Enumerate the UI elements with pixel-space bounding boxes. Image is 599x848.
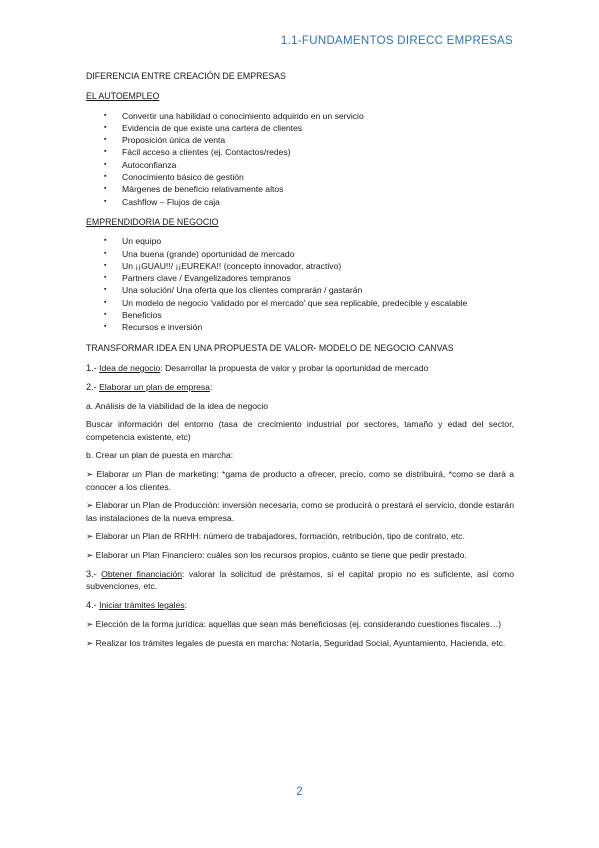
list-item: ▪ Partners clave / Evangelizadores tempranos: [122, 272, 514, 284]
emprendiduria-heading: EMPRENDIDORIA DE NEGOCIO: [86, 216, 219, 227]
step-label: Idea de negocio: [99, 362, 161, 373]
list-item: ▪ Beneficios: [122, 309, 514, 321]
step-text: : Desarrollar la propuesta de valor y probar la oportunidad de mercado: [160, 362, 429, 373]
step-number: 2.-: [86, 381, 97, 392]
list-item: ▪ Márgenes de beneficio relativamente altos: [122, 183, 514, 195]
emprendiduria-list: [86, 235, 514, 333]
autoempleo-heading: EL AUTOEMPLEO: [86, 91, 160, 102]
list-item: ▪ Recursos e inversión: [122, 321, 514, 333]
step-text: : valorar la solicitud de préstamos, si el capital propio no es suficiente, así como subvenciones, etc.: [86, 569, 514, 592]
paragraph-crear-plan: b. Crear un plan de puesta en marcha:: [86, 450, 234, 461]
paragraph-tramites: ➢ Realizar los trámites legales de puesta en marcha: Notaría, Seguridad Social, Ayuntamiento, Hacienda, etc.: [86, 637, 506, 648]
step-text: :: [209, 381, 213, 392]
step-number: 3.-: [86, 569, 97, 579]
list-item: ▪ Un ¡¡GUAU!!/ ¡¡EUREKA!! (concepto innovador, atractivo): [122, 260, 514, 272]
paragraph-buscar: Buscar información del entorno (tasa de crecimiento industrial por sectores, tamaño y edad del sector, competencia existente, etc): [86, 419, 514, 442]
list-item: ▪ Evidencia de que existe una cartera de clientes: [122, 122, 514, 134]
list-item: ▪ Una buena (grande) oportunidad de mercado: [122, 248, 514, 260]
step-label: Iniciar trámites legales: [99, 600, 185, 611]
list-item: ▪ Un equipo: [122, 235, 514, 247]
page-number: 2: [296, 786, 303, 798]
list-item: ▪ Proposición única de venta: [122, 134, 514, 146]
list-item: ▪ Convertir una habilidad o conocimiento adquirido en un servicio: [122, 110, 514, 122]
section-title: DIFERENCIA ENTRE CREACIÓN DE EMPRESAS: [86, 71, 286, 81]
list-item: ▪ Fácil acceso a clientes (ej. Contactos/redes): [122, 146, 514, 158]
paragraph-forma-juridica: ➢ Elección de la forma jurídica: aquellas que sean más beneficiosas (ej. considerando cuestiones fiscales…): [86, 618, 502, 629]
paragraph-rrhh: ➢ Elaborar un Plan de RRHH: número de trabajadores, formación, retribución, tipo de contrato, etc.: [86, 531, 465, 542]
step-2: [86, 381, 514, 393]
step-3: [86, 568, 514, 593]
paragraph-analisis: a. Análisis de la viabilidad de la idea de negocio: [86, 400, 269, 411]
list-item: ▪ Cashflow – Flujos de caja: [122, 196, 514, 208]
document-body: [86, 70, 514, 655]
autoempleo-list: [86, 110, 514, 208]
step-text: :: [184, 600, 188, 611]
step-label: Obtener financiación: [101, 569, 183, 579]
paragraph-financiero: ➢ Elaborar un Plan Financiero: cuáles son los recursos propios, cuánto se tiene que pedir prestado.: [86, 550, 467, 561]
list-item: ▪ Autoconfianza: [122, 159, 514, 171]
list-item: ▪ Un modelo de negocio 'validado por el mercado' que sea replicable, predecible y escalable: [122, 297, 514, 309]
step-label: Elaborar un plan de empresa: [99, 381, 210, 392]
list-item: ▪ Conocimiento básico de gestión: [122, 171, 514, 183]
list-item: ▪ Una solución/ Una oferta que los clientes comprarán / gastarán: [122, 284, 514, 296]
page-header: 1.1-FUNDAMENTOS DIRECC EMPRESAS: [280, 35, 513, 47]
step-1: [86, 362, 514, 374]
canvas-title: TRANSFORMAR IDEA EN UNA PROPUESTA DE VALOR- MODELO DE NEGOCIO CANVAS: [86, 342, 454, 353]
paragraph-produccion: ➢ Elaborar un Plan de Producción: inversión necesaria, como se producirá o prestará el servicio, donde estarán las instalaciones de la nueva empresa.: [86, 500, 514, 523]
paragraph-marketing: ➢ Elaborar un Plan de marketing: *gama de producto a ofrecer, precio, como se distribuirá, *como se dará a conocer a los clientes.: [86, 469, 514, 492]
step-number: 4.-: [86, 600, 97, 611]
step-4: [86, 599, 514, 611]
step-number: 1.-: [86, 362, 97, 373]
